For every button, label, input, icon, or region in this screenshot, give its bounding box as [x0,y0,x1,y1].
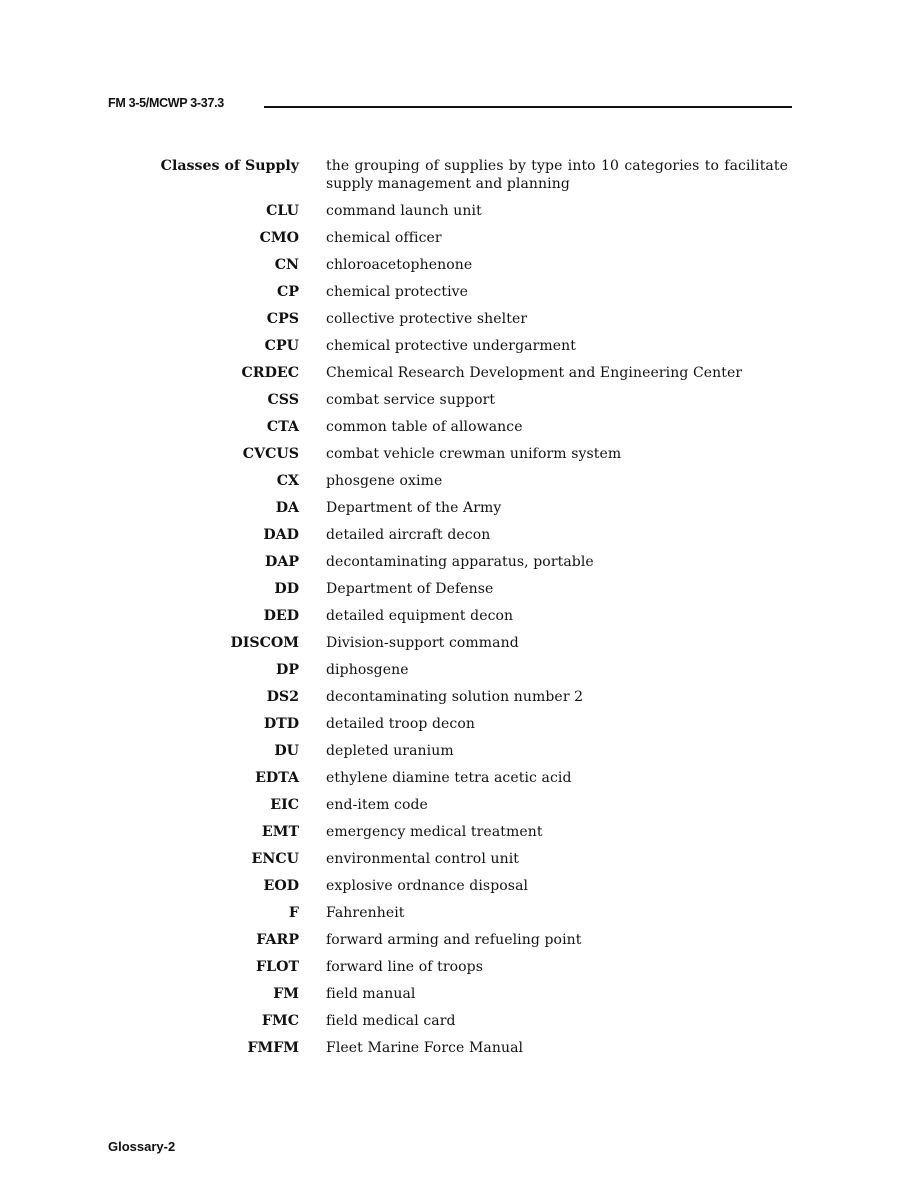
glossary-entry [0,904,923,922]
glossary-definition: decontaminating solution number 2 [326,689,584,705]
glossary-definition: environmental control unit [326,851,520,867]
glossary-term: EDTA [255,770,299,786]
glossary-entry [0,472,923,490]
glossary-definition: decontaminating apparatus, portable [326,554,594,570]
glossary-term: DAP [265,554,299,570]
glossary-entry [0,823,923,841]
glossary-term: CSS [267,392,299,408]
glossary-entry [0,877,923,895]
glossary-definition: chloroacetophenone [326,257,473,273]
glossary-term: CRDEC [241,365,299,381]
glossary-term: DED [263,608,299,624]
glossary-term: EOD [263,878,299,894]
glossary-entry [0,634,923,652]
header-rule [264,106,792,108]
glossary-entry [0,958,923,976]
glossary-definition: Department of the Army [326,500,502,516]
glossary-term: CVCUS [242,446,299,462]
glossary-entry [0,445,923,463]
glossary-term: CMO [259,230,299,246]
glossary-definition: detailed aircraft decon [326,527,491,543]
glossary-entry [0,364,923,382]
page-header [108,96,792,112]
glossary-entry [0,1012,923,1030]
glossary-entry [0,661,923,679]
glossary-definition: chemical protective undergarment [326,338,576,354]
glossary-definition: the grouping of supplies by type into 10 categories to facilitate supply management and planning [326,158,788,192]
glossary-entry [0,229,923,247]
glossary-term: CPS [266,311,299,327]
glossary-entry [0,256,923,274]
glossary-term: DTD [263,716,299,732]
glossary-term: CP [277,284,299,300]
glossary-term: DS2 [266,689,299,705]
glossary-term: DAD [263,527,299,543]
glossary-definition: combat service support [326,392,496,408]
glossary-definition: end-item code [326,797,428,813]
glossary-definition: chemical officer [326,230,442,246]
glossary-entry [0,607,923,625]
glossary-definition: combat vehicle crewman uniform system [326,446,622,462]
glossary-entry [0,418,923,436]
glossary-term: FM [273,986,299,1002]
glossary-definition: Fahrenheit [326,905,405,921]
glossary-definition: common table of allowance [326,419,523,435]
glossary-term: CN [274,257,299,273]
glossary-entry [0,526,923,544]
glossary-term: CTA [266,419,299,435]
glossary-term: CLU [266,203,299,219]
glossary-term: DISCOM [230,635,299,651]
glossary-entry [0,580,923,598]
glossary-definition: ethylene diamine tetra acetic acid [326,770,572,786]
glossary-term: FMC [261,1013,299,1029]
glossary-definition: command launch unit [326,203,482,219]
glossary-term: DU [274,743,299,759]
glossary-entry [0,931,923,949]
glossary-definition: emergency medical treatment [326,824,543,840]
glossary-definition: field medical card [326,1013,456,1029]
glossary-definition: forward line of troops [326,959,484,975]
glossary-term: CPU [264,338,299,354]
glossary-term: DA [275,500,299,516]
glossary-list [0,157,923,1066]
glossary-definition: field manual [326,986,416,1002]
glossary-definition: Division-support command [326,635,519,651]
glossary-definition: forward arming and refueling point [326,932,582,948]
glossary-term: DD [274,581,299,597]
glossary-term: CX [276,473,299,489]
glossary-definition: detailed troop decon [326,716,475,732]
glossary-entry [0,283,923,301]
glossary-entry [0,391,923,409]
glossary-entry [0,742,923,760]
glossary-term: DP [276,662,299,678]
glossary-definition: collective protective shelter [326,311,528,327]
glossary-term: ENCU [251,851,299,867]
glossary-term: FLOT [256,959,299,975]
glossary-term: FMFM [247,1040,299,1056]
glossary-entry [0,796,923,814]
glossary-definition: Fleet Marine Force Manual [326,1040,524,1056]
glossary-entry [0,499,923,517]
glossary-definition: Chemical Research Development and Engineering Center [326,365,743,381]
glossary-term: Classes of Supply [160,158,299,174]
glossary-term: FARP [256,932,299,948]
glossary-entry [0,688,923,706]
page-footer: Glossary-2 [108,1139,176,1154]
glossary-entry [0,553,923,571]
glossary-entry [0,850,923,868]
glossary-definition: chemical protective [326,284,469,300]
glossary-definition: diphosgene [326,662,409,678]
glossary-entry [0,715,923,733]
glossary-entry [0,1039,923,1057]
document-number: FM 3-5/MCWP 3-37.3 [108,96,224,110]
glossary-definition: detailed equipment decon [326,608,514,624]
glossary-entry [0,769,923,787]
glossary-entry [0,337,923,355]
glossary-entry [0,157,923,193]
glossary-definition: phosgene oxime [326,473,443,489]
glossary-entry [0,310,923,328]
glossary-definition: Department of Defense [326,581,494,597]
glossary-definition: depleted uranium [326,743,454,759]
glossary-entry [0,985,923,1003]
glossary-entry [0,202,923,220]
glossary-term: EIC [270,797,299,813]
glossary-term: F [288,905,299,921]
glossary-definition: explosive ordnance disposal [326,878,529,894]
glossary-term: EMT [261,824,299,840]
